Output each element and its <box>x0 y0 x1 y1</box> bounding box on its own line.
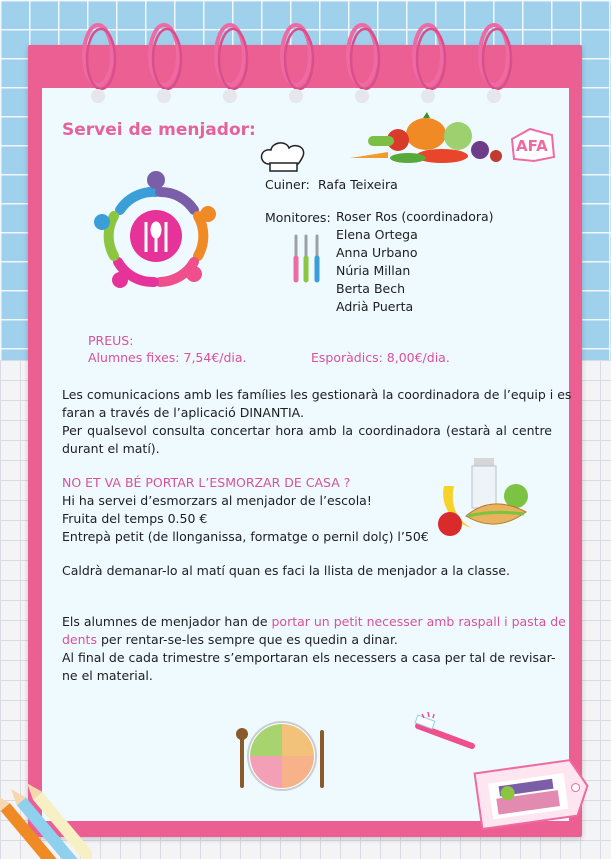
paragraph-line: Al final de cada trimestre s’emportaran els necessers a casa per tal de revisar- <box>62 650 556 665</box>
hygiene-text: per rentar-se-les sempre que es quedin a dinar. <box>96 632 398 647</box>
hygiene-highlight: dents <box>62 632 97 647</box>
paragraph-line <box>62 613 566 631</box>
plate-food-groups-icon <box>232 716 332 796</box>
monitor-item: Berta Bech <box>336 281 406 296</box>
paragraph-line: Les comunicacions amb les famílies les gestionarà la coordinadora de l’equip i es <box>62 387 572 402</box>
hygiene-highlight: portar un petit necesser amb raspall i pasta de <box>271 614 566 629</box>
breakfast-note: Caldrà demanar-lo al matí quan es faci la llista de menjador a la classe. <box>62 563 511 578</box>
breakfast-heading: NO ET VA BÉ PORTAR L’ESMORZAR DE CASA ? <box>62 475 351 490</box>
breakfast-line: Entrepà petit (de llonganissa, formatge o pernil dolç) l’50€ <box>62 529 429 544</box>
paragraph-line: durant el matí). <box>62 441 160 456</box>
price-sporadic: Esporàdics: 8,00€/dia. <box>311 350 450 365</box>
vegetables-icon <box>338 106 508 166</box>
communication-paragraph <box>62 386 572 458</box>
cook-label: Cuiner: <box>265 177 310 192</box>
afa-logo <box>508 125 556 163</box>
paragraph-line: ne el material. <box>62 668 153 683</box>
spiral-rings <box>0 0 611 120</box>
cook-name: Rafa Teixeira <box>318 177 398 192</box>
breakfast-food-icon <box>432 456 536 540</box>
monitor-item: Elena Ortega <box>336 227 418 242</box>
monitors-label: Monitores: <box>265 210 331 225</box>
monitor-item: Anna Urbano <box>336 245 418 260</box>
paragraph-line: Per qualsevol consulta concertar hora amb la coordinadora (estarà al centre <box>62 423 552 438</box>
prices-heading: PREUS: <box>88 333 134 348</box>
colored-pencils-icon <box>0 752 92 859</box>
hygiene-text: Els alumnes de menjador han de <box>62 614 272 629</box>
paragraph-line: faran a través de l’aplicació DINANTIA. <box>62 405 304 420</box>
breakfast-line: Hi ha servei d’esmorzars al menjador de l’escola! <box>62 493 372 508</box>
monitor-item: Roser Ros (coordinadora) <box>336 209 494 224</box>
chef-hat-icon <box>258 140 310 174</box>
price-fixed: Alumnes fixes: 7,54€/dia. <box>88 350 247 365</box>
breakfast-line: Fruita del temps 0.50 € <box>62 511 208 526</box>
monitor-item: Adrià Puerta <box>336 299 414 314</box>
toothbrush-icon <box>412 712 478 752</box>
dining-team-logo <box>90 170 222 302</box>
paragraph-line <box>62 631 552 649</box>
hygiene-paragraph <box>62 613 566 685</box>
monitor-item: Núria Millan <box>336 263 411 278</box>
school-tag-image <box>466 752 594 836</box>
page-title: Servei de menjador: <box>62 120 256 140</box>
cutlery-icon <box>290 232 326 284</box>
afa-logo-text: AFA <box>516 137 548 155</box>
